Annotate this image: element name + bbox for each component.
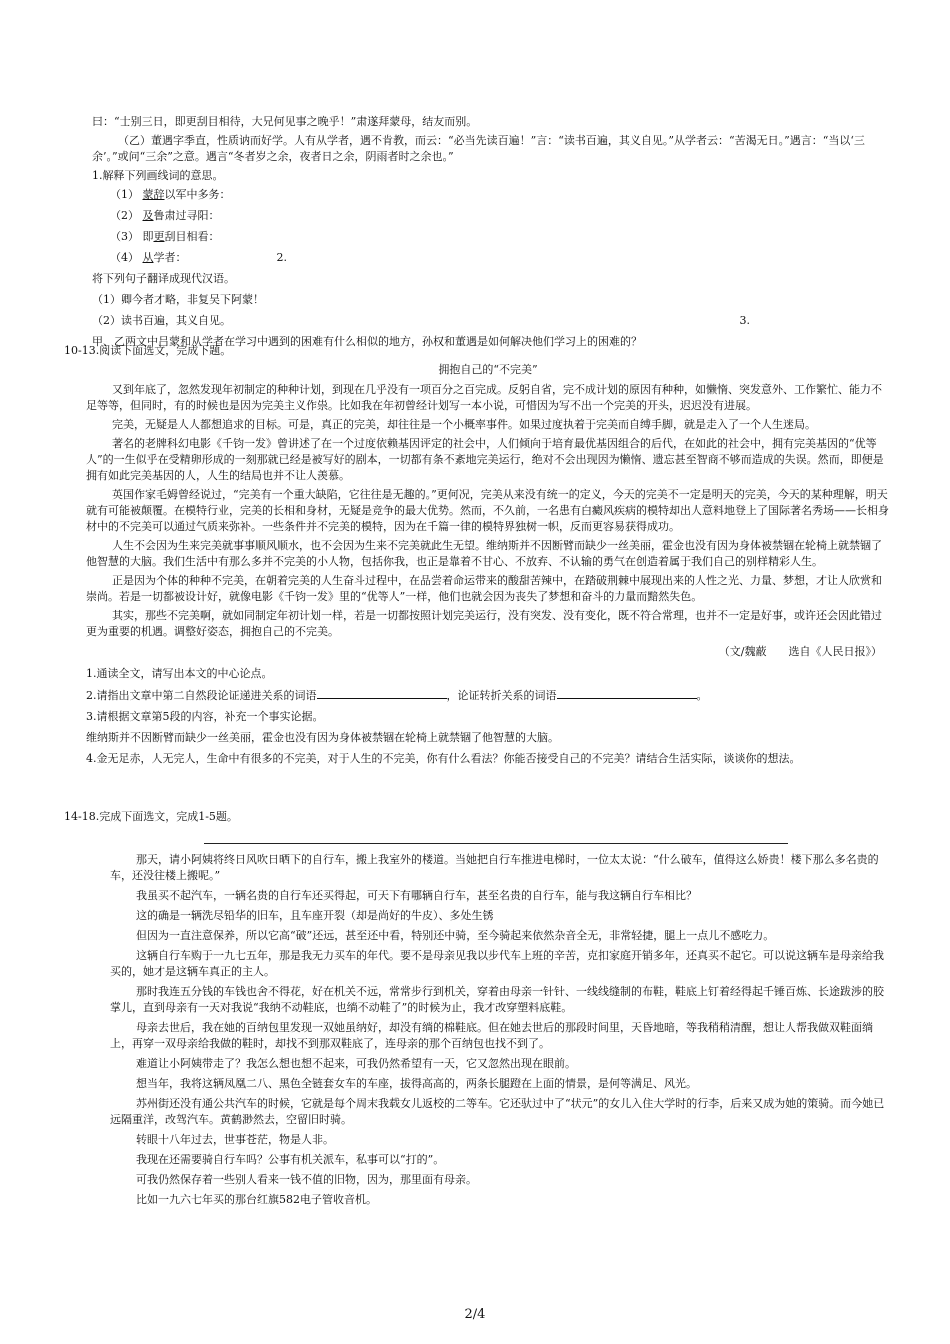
- answer-blank[interactable]: [557, 687, 697, 699]
- vocab-item: （4） 从学者： 2.: [110, 251, 287, 264]
- article-paragraph: 人生不会因为生来完美就事事顺风顺水，也不会因为生来不完美就此生无望。维纳斯并不因断臂而缺少一丝美丽，霍金也没有因为身体被禁锢在轮椅上就禁锢了他智慧的大脑。我们生活中有那么多并不完美的小人物，包括你我，也正是靠着不甘心、不放弃、不认输的勇气在创造着属于我们自己的别样精彩人生。: [86, 539, 882, 568]
- article-paragraph: 英国作家毛姆曾经说过，“完美有一个重大缺陷，它往往是无趣的。”更何况，完美从来没有统一的定义，今天的完美不一定是明天的完美，今天的某种理解，明天就有可能被颠覆。在模特行业，完美的长相和身材，无疑是竞争的最大优势。然而，不久前，一名患有白癜风疾病的模特却出人意料地登上了国际著名秀场——长相身材中的不完美可以通过气质来弥补。一些条件并不完美的模特，因为在千篇一律的模特界独树一帜，反而更容易获得成功。: [86, 488, 889, 533]
- classical-passage: [92, 114, 892, 354]
- narrative-paragraph: 那时我连五分钱的车钱也舍不得花，好在机关不远，常常步行到机关，穿着由母亲一针针、一线线缝制的布鞋，鞋底上钉着经得起千锤百炼、长途跋涉的胶掌儿，直到母亲有一天对我说“我纳不动鞋底，也绱不动鞋了”的时候为止，我才改穿塑料底鞋。: [110, 985, 884, 1014]
- narrative-paragraph: 这的确是一辆洗尽铅华的旧车，且车座开裂（却是尚好的牛皮）、多处生锈: [136, 909, 494, 922]
- article-paragraph: 正是因为个体的种种不完美，在朝着完美的人生奋斗过程中，在品尝着命运带来的酸甜苦辣中，在踏破荆棘中展现出来的人性之光、力量、梦想，才让人欣赏和崇尚。若是一切都被设计好，就像电影《千钧一发》里的“优等人”一样，他们也就会因为丧失了梦想和奋斗的力量而黯然失色。: [86, 574, 882, 603]
- answer-text: 维纳斯并不因断臂而缺少一丝美丽，霍金也没有因为身体被禁锢在轮椅上就禁锢了他智慧的大脑。: [86, 731, 559, 744]
- narrative-paragraph: 转眼十八年过去，世事苍茫，物是人非。: [136, 1133, 334, 1146]
- question-text: 1.通读全文，请写出本文的中心论点。: [86, 667, 273, 680]
- passage-b: （乙）董遇字季直，性质讷而好学。人有从学者，遇不肯教，而云：“必当先读百遍！”言：“读书百遍，其义自见。”从学者云：“苦渴无日。”遇言：“当以‘三余’。”或问“三余”之意。遇言“冬者岁之余，夜者日之余，阴雨者时之余也。”: [92, 134, 865, 163]
- narrative-paragraph: 想当年，我将这辆凤凰二八、黑色全链套女车的车座，拔得高高的，两条长腿蹬在上面的情景，是何等满足、风光。: [136, 1077, 697, 1090]
- narrative-paragraph: 但因为一直注意保养，所以它高“破”还远，甚至还中看，特别还中骑，至今骑起来依然杂音全无，非常轻捷，腿上一点儿不感吃力。: [136, 929, 775, 942]
- vocab-item: （1） 蒙辞以军中多务：: [110, 188, 231, 201]
- narrative-paragraph: 那天，请小阿姨将终日风吹日晒下的自行车，搬上我室外的楼道。当她把自行车推进电梯时，一位太太说：“什么破车，值得这么娇贵！楼下那么多名贵的车，还没往楼上搬呢。”: [110, 853, 879, 882]
- section-header: 14-18.完成下面选文，完成1-5题。: [64, 810, 238, 823]
- translate-item: （2）读书百遍，其义自见。 3.: [92, 314, 750, 327]
- question-text: 4.金无足赤，人无完人，生命中有很多的不完美，对于人生的不完美，你有什么看法？你能否接受自己的不完美？请结合生活实际，谈谈你的想法。: [86, 752, 801, 765]
- article-paragraph: 著名的老牌科幻电影《千钧一发》曾讲述了在一个过度依赖基因评定的社会中，人们倾向于培育最优基因组合的后代，在如此的社会中，拥有完美基因的“优等人”的一生似乎在受精卵形成的一刻那就已经是被写好的剧本，一切都有条不紊地完美运行，绝对不会出现因为懒惰、遗忘甚至智商不够而造成的失误。然而，即便是拥有如此完美基因的人，人生的结局也并不让人羡慕。: [86, 437, 884, 482]
- article-paragraph: 完美，无疑是人人都想追求的目标。可是，真正的完美，却往往是一个小概率事件。如果过度执着于完美而自缚手脚，就是走入了一个人生迷局。: [112, 418, 816, 431]
- narrative-paragraph: 这辆自行车购于一九七五年，那是我无力买车的年代。要不是母亲见我以步代车上班的辛苦，克扣家庭开销多年，还真买不起它。可以说这辆车是母亲给我买的，她才是这辆车真正的主人。: [110, 949, 884, 978]
- question-text: 3.请根据文章第5段的内容，补充一个事实论据。: [86, 710, 324, 723]
- page-number: 2/4: [464, 1307, 486, 1322]
- passage-line: 曰：“士别三日，即更刮目相待，大兄何见事之晚乎！”肃遂拜蒙母，结友而别。: [92, 115, 478, 128]
- narrative-paragraph: 苏州街还没有通公共汽车的时候，它就是每个周末我载女儿返校的二等车。它还驮过中了“状元”的女儿入住大学时的行李，后来又成为她的策骑。而今她已远隔重洋，改驾汽车。黄鹤渺然去，空留旧时骑。: [110, 1097, 885, 1126]
- vocab-item: （2） 及鲁肃过寻阳：: [110, 209, 220, 222]
- translate-item: （1）卿今者才略，非复吴下阿蒙！: [92, 293, 264, 306]
- divider-line: [204, 843, 788, 844]
- article-title: 拥抱自己的“不完美”: [438, 363, 538, 376]
- narrative-paragraph: 比如一九六七年买的那台红旗582电子管收音机。: [136, 1193, 377, 1206]
- question-text: 甲、乙两文中吕蒙和从学者在学习中遇到的困难有什么相似的地方，孙权和董遇是如何解决他们学习上的困难的？: [92, 335, 642, 348]
- vocab-item: （3） 即更刮目相看：: [110, 230, 220, 243]
- answer-blank[interactable]: [317, 687, 447, 699]
- narrative-paragraph: 可我仍然保存着一些别人看来一钱不值的旧物，因为，那里面有母亲。: [136, 1173, 477, 1186]
- narrative-paragraph: 难道让小阿姨带走了？我怎么想也想不起来，可我仍然希望有一天，它又忽然出现在眼前。: [136, 1057, 576, 1070]
- question-title: 将下列句子翻译成现代汉语。: [92, 272, 235, 285]
- narrative-paragraph: 母亲去世后，我在她的百纳包里发现一双她虽纳好，却没有绱的棉鞋底。但在她去世后的那段时间里，天昏地暗，等我稍稍清醒，想让人帮我做双鞋面绱上，再穿一双母亲给我做的鞋时，却找不到那双鞋底了，连母亲的那个百纳包也找不到了。: [110, 1021, 873, 1050]
- question-text: 2.请指出文章中第二自然段论证递进关系的词语 ，论证转折关系的词语 。: [86, 689, 708, 702]
- article-source: （文/魏蔽 选自《人民日报》）: [718, 645, 882, 658]
- section-10-13: [64, 343, 890, 770]
- narrative-passage: [110, 852, 888, 1212]
- narrative-paragraph: 我现在还需要骑自行车吗？公事有机关派车，私事可以“打的”。: [136, 1153, 445, 1166]
- narrative-paragraph: 我虽买不起汽车，一辆名贵的自行车还买得起，可天下有哪辆自行车，甚至名贵的自行车，能与我这辆自行车相比？: [136, 889, 697, 902]
- article-paragraph: 其实，那些不完美啊，就如同制定年初计划一样，若是一切都按照计划完美运行，没有突发、没有变化，既不符合常理，也并不一定是好事，或许还会因此错过更为重要的机遇。调整好姿态，拥抱自己的不完美。: [86, 609, 882, 638]
- article-paragraph: 又到年底了，忽然发现年初制定的种种计划，到现在几乎没有一项百分之百完成。反躬自省，完不成计划的原因有种种，如懒惰、突发意外、工作繁忙、能力不足等等，但同时，有的时候也是因为完美主义作祟。比如我在年初曾经计划写一本小说，可惜因为写不出一个完美的开头，迟迟没有进展。: [86, 383, 882, 412]
- question-title: 1.解释下列画线词的意思。: [92, 169, 224, 182]
- section-14-18: [64, 809, 890, 825]
- section-header: 10-13.阅读下面选文，完成下题。: [64, 344, 232, 357]
